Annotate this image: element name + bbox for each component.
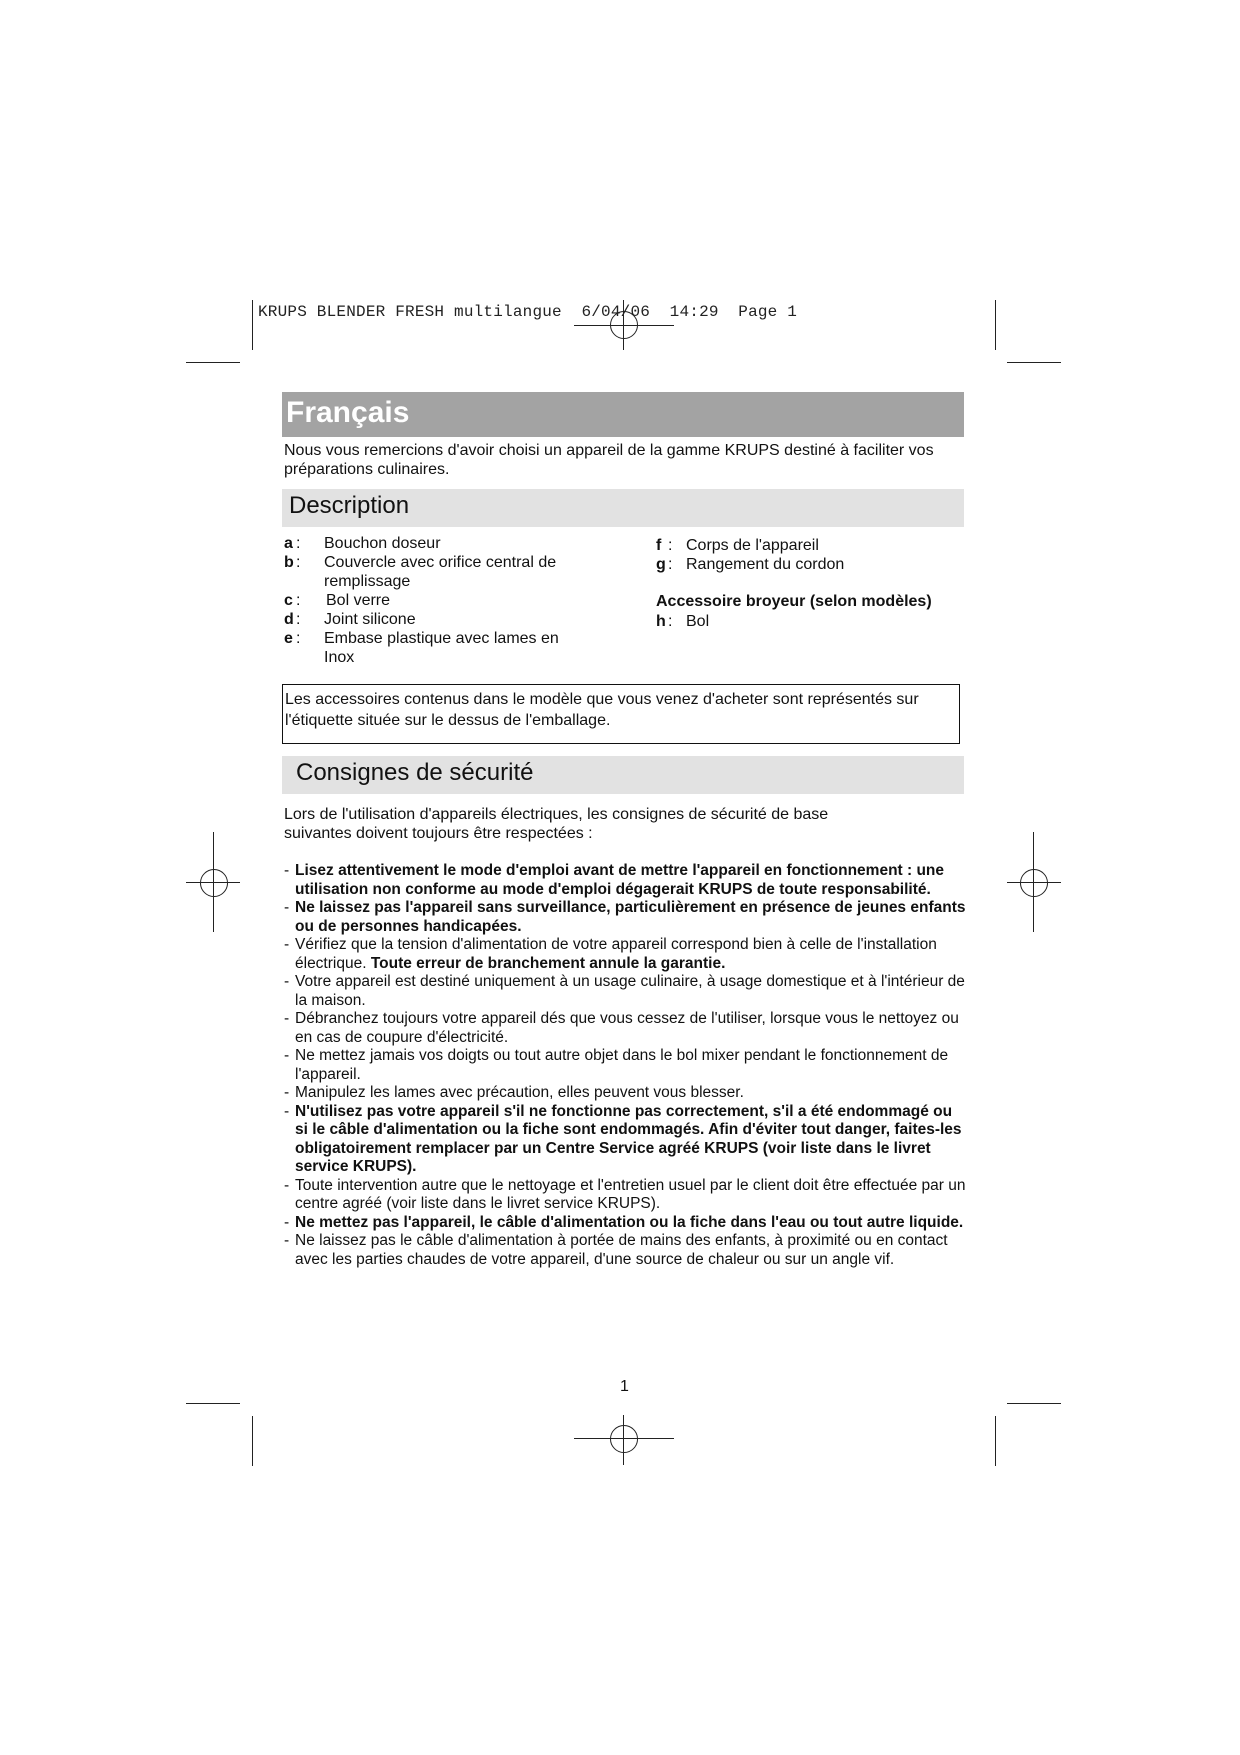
part-item: a : Bouchon doseur: [284, 535, 594, 554]
part-key: a: [284, 535, 293, 552]
part-label: Joint silicone: [324, 611, 416, 628]
safety-intro: Lors de l'utilisation d'appareils électriques, les consignes de sécurité de base suivantes doivent toujours être respectées :: [284, 806, 829, 842]
part-label: Bol: [686, 613, 710, 630]
part-item: e : Embase plastique avec lames en Inox: [284, 630, 574, 667]
part-key: g: [656, 556, 666, 573]
part-item: f : Corps de l'appareil: [656, 537, 956, 556]
crop-mark: [1007, 1403, 1061, 1404]
list-item: - Lisez attentivement le mode d'emploi avant de mettre l'appareil en fonctionnement : une utilisation non conforme au mode d'emploi dégagerait KRUPS de toute responsabilité.: [284, 862, 968, 899]
part-key: d: [284, 611, 294, 628]
list-item: - Manipulez les lames avec précaution, elles peuvent vous blesser.: [284, 1084, 968, 1103]
part-key: h: [656, 613, 666, 630]
list-item: - Ne laissez pas l'appareil sans surveillance, particulièrement en présence de jeunes enfants ou de personnes handicapées.: [284, 899, 968, 936]
list-item: - N'utilisez pas votre appareil s'il ne fonctionne pas correctement, s'il a été endommagé ou si le câble d'alimentation ou la fiche sont endommagés. Afin d'éviter tout danger, faites-les obligatoirement remplacer par un Centre Service agréé KRUPS (voir liste dans le livret service KRUPS).: [284, 1103, 968, 1177]
accessories-note-box: Les accessoires contenus dans le modèle que vous venez d'acheter sont représentés sur l'étiquette située sur le dessus de l'emballage.: [282, 684, 960, 744]
list-item: - Ne mettez jamais vos doigts ou tout autre objet dans le bol mixer pendant le fonctionnement de l'appareil.: [284, 1047, 968, 1084]
crop-mark: [252, 1416, 253, 1466]
part-key: e: [284, 630, 293, 647]
crop-mark: [186, 362, 240, 363]
list-item: - Votre appareil est destiné uniquement à un usage culinaire, à usage domestique et à l'intérieur de la maison.: [284, 973, 968, 1010]
part-item: b : Couvercle avec orifice central de remplissage: [284, 554, 594, 591]
print-slug: KRUPS BLENDER FRESH multilangue 6/04/06 14:29 Page 1: [258, 303, 798, 321]
part-key: f: [656, 537, 662, 554]
list-item: - Vérifiez que la tension d'alimentation de votre appareil correspond bien à celle de l'installation électrique. Toute erreur de branchement annule la garantie.: [284, 936, 968, 973]
safety-title: Consignes de sécurité: [296, 759, 534, 786]
crop-mark: [186, 1403, 240, 1404]
crop-mark: [995, 300, 996, 350]
accessory-title: Accessoire broyeur (selon modèles): [656, 593, 932, 610]
part-item: c : Bol verre: [284, 592, 594, 611]
intro-text: Nous vous remercions d'avoir choisi un appareil de la gamme KRUPS destiné à faciliter vos préparations culinaires.: [284, 442, 934, 478]
part-item: h : Bol: [656, 613, 956, 632]
part-label: Couvercle avec orifice central de remplissage: [324, 554, 557, 590]
page-number: 1: [620, 1378, 629, 1395]
crop-mark: [1007, 362, 1061, 363]
part-label: Corps de l'appareil: [686, 537, 819, 554]
safety-rules-list: [284, 862, 968, 1269]
list-item: - Débranchez toujours votre appareil dés que vous cessez de l'utiliser, lorsque vous le nettoyez ou en cas de coupure d'électricité.: [284, 1010, 968, 1047]
list-item: - Ne laissez pas le câble d'alimentation à portée de mains des enfants, à proximité ou en contact avec les parties chaudes de votre appareil, d'une source de chaleur ou sur un angle vif.: [284, 1232, 968, 1269]
part-key: b: [284, 554, 294, 571]
part-key: c: [284, 592, 293, 609]
description-title: Description: [289, 492, 410, 519]
part-label: Embase plastique avec lames en Inox: [324, 630, 559, 666]
part-label: Bouchon doseur: [324, 535, 441, 552]
language-title: Français: [286, 396, 410, 429]
crop-mark: [252, 300, 253, 350]
list-item: - Toute intervention autre que le nettoyage et l'entretien usuel par le client doit être effectuée par un centre agréé (voir liste dans le livret service KRUPS).: [284, 1177, 968, 1214]
part-label: Rangement du cordon: [686, 556, 845, 573]
part-label: Bol verre: [326, 592, 391, 609]
part-item: d : Joint silicone: [284, 611, 594, 630]
crop-mark: [995, 1416, 996, 1466]
list-item: - Ne mettez pas l'appareil, le câble d'alimentation ou la fiche dans l'eau ou tout autre liquide.: [284, 1214, 968, 1233]
part-item: g : Rangement du cordon: [656, 556, 956, 575]
